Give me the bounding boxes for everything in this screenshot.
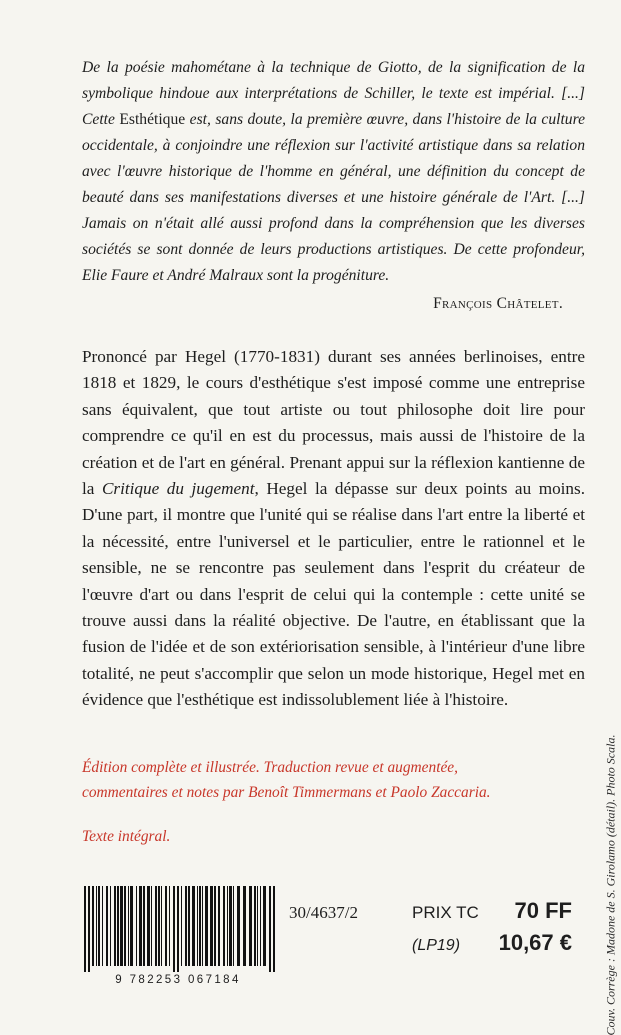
barcode-bar (161, 886, 162, 966)
barcode-bar (233, 886, 234, 966)
barcode-bar (227, 886, 228, 966)
barcode-bar (197, 886, 198, 966)
price-category: (LP19) (412, 937, 461, 954)
edition-info (82, 755, 602, 805)
barcode-bar (214, 886, 216, 966)
barcode-bar (143, 886, 145, 966)
barcode-bar (92, 886, 94, 966)
cover-credits (601, 734, 621, 1035)
barcode-bar (96, 886, 97, 966)
barcode-bar (130, 886, 133, 966)
barcode-bar (128, 886, 129, 966)
barcode-bar (202, 886, 203, 966)
quote-book-title: Esthétique (119, 111, 186, 128)
barcode-bar (155, 886, 157, 966)
barcode-bar (169, 886, 170, 966)
edition-line-2: commentaires et notes par Benoît Timmermans et Paolo Zaccaria. (82, 784, 491, 801)
quote-attribution: François Châtelet. (433, 295, 563, 312)
reference-code: 30/4637/2 (289, 903, 358, 922)
description-cited-title: Critique du jugement (101, 479, 255, 499)
barcode-bars (78, 886, 278, 972)
barcode-bar (263, 886, 266, 966)
barcode-bar (260, 886, 261, 966)
barcode-bar (136, 886, 137, 966)
barcode-bar (139, 886, 142, 966)
barcode-bar (185, 886, 187, 966)
quote-part-2: est, sans doute, la première œuvre, dans l'histoire de la culture occidentale, à conjoindre une réflexion sur l'activité artistique dans sa relation avec l'œuvre historique de l'homme en général, une définition du concept de beauté dans ses manifestations diverses et une histoire générale de l'Art. [...] Jamais on n'était allé aussi profond dans la compréhension que les diverses sociétés se sont donnée de leurs productions artistiques. De cette profondeur, Elie Faure et André Malraux sont la progéniture. (82, 111, 586, 284)
barcode-bar (110, 886, 111, 966)
barcode-bar (158, 886, 160, 966)
back-cover-quote (82, 55, 585, 289)
barcode-bar (114, 886, 116, 966)
description-part-2: , Hegel la dépasse sur deux points au moins. D'une part, il montre que l'unité qui se réalise dans l'art entre la liberté et la nécessité, entre l'universel et le particulier, entre le rationnel et le sensible, ne se rencontre pas seulement dans l'esprit du créateur de l'œuvre d'art ou dans l'esprit de celui qui la contemple : cette unité se trouve aussi dans la réalité objective. De l'autre, en établissant que la fusion de l'idée et de son extériorisation sensible, à l'intérieur d'une libre totalité, ne peut s'accomplir que selon un mode historique, Hegel met en évidence que l'esthétique est indissolublement liée à l'histoire. (82, 479, 586, 710)
quote-part-1: De la poésie mahométane à la technique de Giotto, de la signification de la symbolique hindoue aux interprétations de Schiller, le texte est impérial. [...] Cette (82, 59, 585, 128)
description-part-1: Prononcé par Hegel (1770-1831) durant ses années berlinoises, entre 1818 et 1829, le cours d'esthétique s'est imposé comme une entreprise sans équivalent, que tout artiste ou tout philosophe doit lire pour comprendre ce qu'il en est du processus, mais aussi de l'histoire de la création et de l'art en général. Prenant appui sur la réflexion kantienne de la (82, 347, 585, 499)
barcode-digits: 9 782253 067184 (115, 974, 241, 986)
barcode-bar (243, 886, 246, 966)
barcode-bar (177, 886, 179, 972)
barcode-bar (173, 886, 175, 972)
barcode-bar (181, 886, 182, 966)
barcode-bar (102, 886, 103, 966)
barcode-bar (223, 886, 225, 966)
barcode-bar (192, 886, 195, 966)
barcode-bar (84, 886, 86, 972)
cover-credits-text: Couv. Corrège : Madone de S. Girolamo (détail). Photo Scala. (603, 734, 618, 1035)
barcode-bar (273, 886, 275, 972)
barcode-bar (98, 886, 100, 966)
barcode-bar (254, 886, 256, 966)
barcode-bar (120, 886, 123, 966)
barcode (78, 886, 278, 984)
barcode-bar (205, 886, 208, 966)
barcode-bar (237, 886, 240, 966)
barcode-bar (151, 886, 152, 966)
description-paragraph (82, 344, 585, 714)
price-block (412, 898, 572, 956)
edition-line-1: Édition complète et illustrée. Traduction revue et augmentée, (82, 759, 458, 776)
price-francs: 70 FF (514, 898, 572, 923)
barcode-bar (124, 886, 126, 966)
price-label: PRIX TC (412, 903, 479, 922)
full-text-note: Texte intégral. (82, 828, 171, 845)
barcode-bar (117, 886, 119, 966)
barcode-bar (218, 886, 220, 966)
barcode-bar (210, 886, 213, 966)
price-euros: 10,67 € (498, 930, 572, 955)
barcode-bar (229, 886, 232, 966)
barcode-bar (147, 886, 150, 966)
barcode-bar (269, 886, 271, 972)
barcode-bar (165, 886, 167, 966)
barcode-bar (249, 886, 252, 966)
barcode-bar (106, 886, 108, 966)
barcode-bar (88, 886, 90, 972)
barcode-bar (257, 886, 258, 966)
barcode-bar (199, 886, 201, 966)
barcode-bar (188, 886, 190, 966)
